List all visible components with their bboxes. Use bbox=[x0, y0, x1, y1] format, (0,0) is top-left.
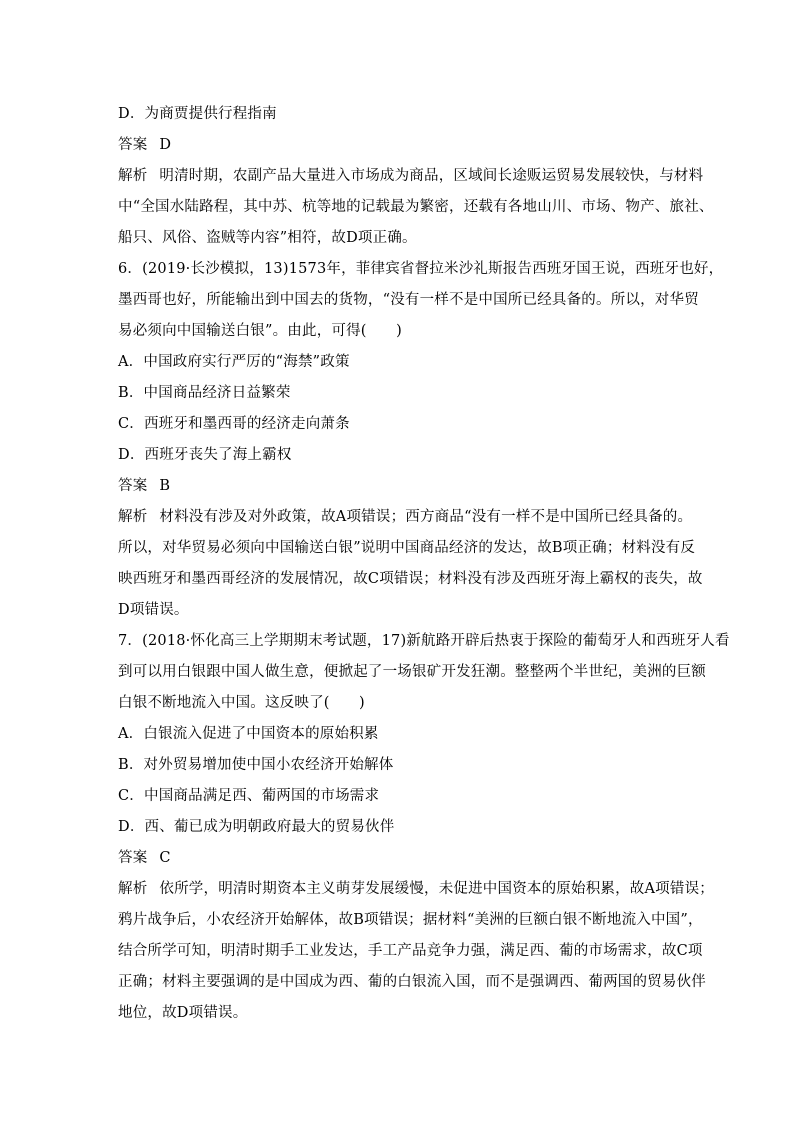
text: 结合所学可知，明清时期手工业发达，手工产品竞争力强，满足西、葡的市场需求，故C项 bbox=[118, 943, 703, 959]
text: 白银不断地流入中国。这反映了( ) bbox=[118, 695, 365, 711]
text: 鸦片战争后，小农经济开始解体，故B项错误；据材料“美洲的巨额白银不断地流入中国”， bbox=[118, 912, 703, 928]
answer-label: 答案 bbox=[118, 137, 148, 153]
q6-answer bbox=[118, 476, 678, 496]
text: C．西班牙和墨西哥的经济走向萧条 bbox=[118, 416, 350, 432]
text: 船只、风俗、盗贼等内容”相符，故D项正确。 bbox=[118, 230, 417, 246]
q7-option-a bbox=[118, 724, 678, 744]
text: 地位，故D项错误。 bbox=[118, 1005, 248, 1021]
q6-stem-line-2 bbox=[118, 290, 699, 310]
text: A．中国政府实行严厉的“海禁”政策 bbox=[118, 354, 350, 370]
q7-analysis-line-2 bbox=[118, 910, 703, 930]
text: 墨西哥也好，所能输出到中国去的货物，“没有一样不是中国所已经具备的。所以，对华贸 bbox=[118, 292, 699, 308]
q7-answer bbox=[118, 848, 678, 868]
q6-option-c bbox=[118, 414, 678, 434]
text: D项错误。 bbox=[118, 602, 189, 618]
analysis-label: 解析 bbox=[118, 168, 148, 184]
analysis-label: 解析 bbox=[118, 509, 148, 525]
q7-option-d bbox=[118, 817, 678, 837]
analysis-label: 解析 bbox=[118, 881, 148, 897]
text: 到可以用白银跟中国人做生意，便掀起了一场银矿开发狂潮。整整两个半世纪，美洲的巨额 bbox=[118, 664, 706, 680]
q6-analysis-line-2 bbox=[118, 538, 696, 558]
text: 依所学，明清时期资本主义萌芽发展缓慢，未促进中国资本的原始积累，故A项错误； bbox=[159, 881, 714, 897]
answer-value: B bbox=[159, 478, 171, 494]
q7-analysis-line-4 bbox=[118, 972, 706, 992]
text: 易必须向中国输送白银”。由此，可得( ) bbox=[118, 323, 402, 339]
answer-value: C bbox=[159, 850, 171, 866]
q7-analysis-line-1 bbox=[118, 879, 714, 899]
text: A．白银流入促进了中国资本的原始积累 bbox=[118, 726, 379, 742]
text: B．中国商品经济日益繁荣 bbox=[118, 385, 291, 401]
q6-option-b bbox=[118, 383, 678, 403]
q7-stem-line-1 bbox=[118, 631, 730, 651]
text: 正确；材料主要强调的是中国成为西、葡的白银流入国，而不是强调西、葡两国的贸易伙伴 bbox=[118, 974, 706, 990]
q5-answer bbox=[118, 135, 678, 155]
q6-analysis-line-4 bbox=[118, 600, 678, 620]
text: B．对外贸易增加使中国小农经济开始解体 bbox=[118, 757, 394, 773]
q6-analysis-line-1 bbox=[118, 507, 693, 527]
q6-option-d bbox=[118, 445, 678, 465]
q5-option-d bbox=[118, 104, 678, 124]
text: 中“全国水陆路程，其中苏、杭等地的记载最为繁密，还载有各地山川、市场、物产、旅社、 bbox=[118, 199, 714, 215]
q5-analysis-line-2 bbox=[118, 197, 714, 217]
text: D．西班牙丧失了海上霸权 bbox=[118, 447, 292, 463]
text: C．中国商品满足西、葡两国的市场需求 bbox=[118, 788, 380, 804]
q7-option-b bbox=[118, 755, 678, 775]
answer-label: 答案 bbox=[118, 850, 148, 866]
q7-option-c bbox=[118, 786, 678, 806]
text: 6．(2019·长沙模拟，13)1573年，菲律宾省督拉米沙礼斯报告西班牙国王说，西班牙也好， bbox=[118, 261, 724, 277]
q5-analysis-line-1 bbox=[118, 166, 704, 186]
text: D．为商贾提供行程指南 bbox=[118, 106, 277, 122]
q6-analysis-line-3 bbox=[118, 569, 703, 589]
answer-value: D bbox=[159, 137, 172, 153]
q6-stem-line-3 bbox=[118, 321, 678, 341]
text: 7．(2018·怀化高三上学期期末考试题，17)新航路开辟后热衷于探险的葡萄牙人和西班牙人看 bbox=[118, 633, 730, 649]
q7-stem-line-2 bbox=[118, 662, 706, 682]
text: 所以，对华贸易必须向中国输送白银”说明中国商品经济的发达，故B项正确；材料没有反 bbox=[118, 540, 696, 556]
q7-analysis-line-5 bbox=[118, 1003, 678, 1023]
q6-stem-line-1 bbox=[118, 259, 724, 279]
q5-analysis-line-3 bbox=[118, 228, 678, 248]
text: D．西、葡已成为明朝政府最大的贸易伙伴 bbox=[118, 819, 395, 835]
text: 材料没有涉及对外政策，故A项错误；西方商品“没有一样不是中国所已经具备的。 bbox=[159, 509, 693, 525]
text: 明清时期，农副产品大量进入市场成为商品，区域间长途贩运贸易发展较快，与材料 bbox=[159, 168, 704, 184]
text: 映西班牙和墨西哥经济的发展情况，故C项错误；材料没有涉及西班牙海上霸权的丧失，故 bbox=[118, 571, 703, 587]
q7-stem-line-3 bbox=[118, 693, 678, 713]
answer-label: 答案 bbox=[118, 478, 148, 494]
q7-analysis-line-3 bbox=[118, 941, 703, 961]
q6-option-a bbox=[118, 352, 678, 372]
